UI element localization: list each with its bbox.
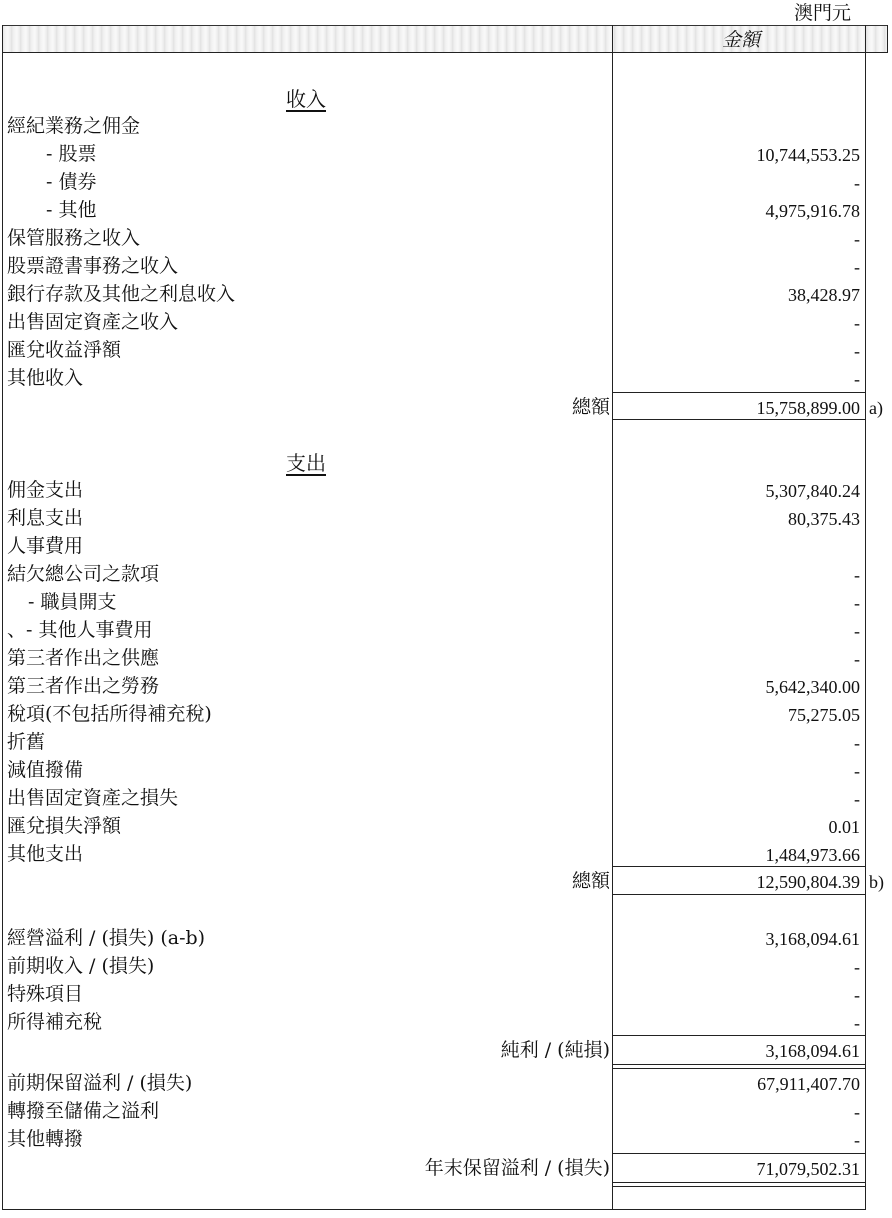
retained-double-line-1 — [612, 1182, 866, 1183]
expense-value: - — [854, 733, 860, 753]
retained-total-top-line — [612, 1153, 866, 1154]
expense-label: 第三者作出之供應 — [7, 647, 160, 669]
income-label: - 債券 — [46, 171, 97, 193]
expense-value: 0.01 — [828, 817, 860, 837]
retained-label: 前期保留溢利 / (損失) — [7, 1072, 193, 1094]
expense-label: 出售固定資產之損失 — [7, 787, 179, 809]
net-label: 純利 / (純損) — [500, 1039, 610, 1061]
amount-column-left-line — [612, 25, 613, 1210]
expense-value: 75,275.05 — [788, 705, 860, 725]
expense-label: 匯兌損失淨額 — [7, 815, 122, 837]
expense-value: 5,307,840.24 — [765, 481, 860, 501]
expense-label: - 職員開支 — [28, 591, 117, 613]
expense-value: 1,484,973.66 — [765, 845, 860, 865]
result-label: 經營溢利 / (損失) (a-b) — [7, 927, 206, 949]
retained-value: - — [854, 1130, 860, 1150]
income-label: - 股票 — [46, 143, 97, 165]
income-value: - — [854, 341, 860, 361]
income-value: - — [854, 257, 860, 277]
income-label: 股票證書事務之收入 — [7, 255, 179, 277]
income-value: - — [854, 173, 860, 193]
retained-total-label: 年末保留溢利 / (損失) — [424, 1157, 610, 1179]
net-double-line-1 — [612, 1064, 866, 1065]
income-value: - — [854, 229, 860, 249]
expense-value: 5,642,340.00 — [765, 677, 860, 697]
income-label: 匯兌收益淨額 — [7, 339, 122, 361]
expense-value: - — [854, 593, 860, 613]
income-total-bottom-line — [612, 419, 866, 420]
frame-bottom-line — [2, 1209, 866, 1210]
income-value: 38,428.97 — [788, 285, 860, 305]
income-label: 保管服務之收入 — [7, 227, 141, 249]
expense-value: - — [854, 789, 860, 809]
result-value: - — [854, 1013, 860, 1033]
result-label: 前期收入 / (損失) — [7, 955, 155, 977]
expense-label: 折舊 — [7, 731, 46, 753]
expense-total-tag: b) — [869, 872, 884, 892]
expense-title: 支出 — [286, 451, 326, 475]
expense-label: 、- 其他人事費用 — [7, 619, 153, 641]
expense-label: 第三者作出之勞務 — [7, 675, 160, 697]
expense-value: - — [854, 565, 860, 585]
result-value: - — [854, 957, 860, 977]
retained-label: 轉撥至儲備之溢利 — [7, 1100, 160, 1122]
income-value: - — [854, 369, 860, 389]
income-label: 銀行存款及其他之利息收入 — [7, 283, 236, 305]
expense-value: - — [854, 761, 860, 781]
expense-total-top-line — [612, 866, 866, 867]
retained-total-value: 71,079,502.31 — [756, 1159, 860, 1179]
expense-label: 減值撥備 — [7, 759, 84, 781]
income-value: - — [854, 313, 860, 333]
net-value: 3,168,094.61 — [765, 1041, 860, 1061]
expense-label: 稅項(不包括所得補充稅) — [7, 703, 212, 725]
header-bottom-line — [2, 52, 888, 53]
frame-right-header-line — [887, 25, 888, 53]
retained-value: - — [854, 1102, 860, 1122]
expense-total-value: 12,590,804.39 — [756, 872, 860, 892]
retained-value: 67,911,407.70 — [757, 1074, 860, 1094]
retained-double-line-2 — [612, 1186, 866, 1187]
result-label: 所得補充稅 — [7, 1011, 103, 1033]
expense-label: 其他支出 — [7, 843, 84, 865]
amount-column-right-line — [865, 25, 866, 1210]
expense-label: 人事費用 — [7, 535, 84, 557]
expense-label: 利息支出 — [7, 507, 84, 529]
expense-label: 結欠總公司之款項 — [7, 563, 160, 585]
income-label: - 其他 — [46, 199, 97, 221]
expense-value: - — [854, 649, 860, 669]
expense-value: 80,375.43 — [788, 509, 860, 529]
amount-header: 金額 — [722, 29, 761, 51]
income-value: 4,975,916.78 — [765, 201, 860, 221]
expense-label: 佣金支出 — [7, 479, 84, 501]
frame-top-line — [2, 25, 888, 26]
result-value: - — [854, 985, 860, 1005]
income-label: 其他收入 — [7, 367, 84, 389]
income-title: 收入 — [286, 87, 326, 111]
income-label: 經紀業務之佣金 — [7, 115, 141, 137]
income-total-top-line — [612, 392, 866, 393]
retained-label: 其他轉撥 — [7, 1128, 84, 1150]
income-total-label: 總額 — [571, 396, 610, 418]
net-double-line-2 — [612, 1068, 866, 1069]
result-label: 特殊項目 — [7, 983, 84, 1005]
expense-total-bottom-line — [612, 894, 866, 895]
result-value: 3,168,094.61 — [765, 929, 860, 949]
income-total-value: 15,758,899.00 — [756, 398, 860, 418]
frame-left-line — [2, 25, 3, 1210]
currency-label: 澳門元 — [794, 2, 852, 24]
income-total-tag: a) — [869, 398, 883, 418]
income-label: 出售固定資產之收入 — [7, 311, 179, 333]
net-top-line — [612, 1035, 866, 1036]
expense-value: - — [854, 621, 860, 641]
income-value: 10,744,553.25 — [756, 145, 860, 165]
expense-total-label: 總額 — [571, 870, 610, 892]
